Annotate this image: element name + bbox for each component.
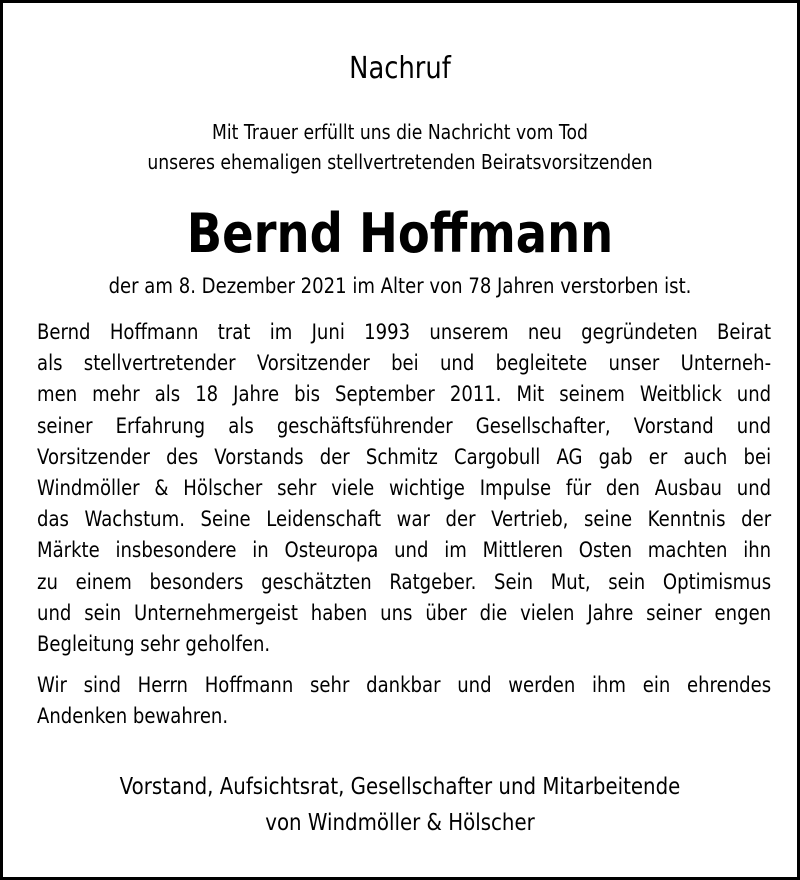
paragraph-line: Begleitung sehr geholfen.	[37, 632, 271, 657]
gratitude-paragraph	[37, 670, 771, 732]
signature-block	[59, 769, 742, 841]
intro-line: Mit Trauer erfüllt uns die Nachricht vom Tod	[212, 120, 588, 144]
paragraph-line: das Wachstum. Seine Leidenschaft war der Vertrieb, seine Kenntnis der	[37, 507, 772, 532]
deceased-name: Bernd Hoffmann	[186, 202, 614, 265]
notice-title: Nachruf	[349, 51, 451, 86]
paragraph-line: und sein Unternehmergeist haben uns über die vielen Jahre seiner engen	[37, 600, 772, 625]
paragraph-line: Wir sind Herrn Hoffmann sehr dankbar und werden ihm ein ehrendes	[37, 673, 772, 697]
paragraph-line: Vorsitzender des Vorstands der Schmitz Cargobull AG gab er auch bei	[37, 444, 772, 469]
paragraph-line: Märkte insbesondere in Osteuropa und im Mittleren Osten machten ihn	[37, 538, 772, 563]
paragraph-line: Andenken bewahren.	[37, 704, 229, 729]
paragraph-line: Bernd Hoffmann trat im Juni 1993 unserem neu gegründeten Beirat	[37, 320, 772, 344]
paragraph-line: men mehr als 18 Jahre bis September 2011. Mit seinem Weitblick und	[37, 382, 772, 407]
paragraph-line: seiner Erfahrung als geschäftsführender Gesellschafter, Vorstand und	[37, 413, 772, 438]
intro-line: unseres ehemaligen stellvertretenden Beiratsvorsitzenden	[147, 150, 653, 174]
paragraph-line: zu einem besonders geschätzten Ratgeber. Sein Mut, sein Optimismus	[37, 569, 772, 594]
paragraph-line: als stellvertretender Vorsitzender bei und begleitete unser Unterneh-	[37, 351, 772, 376]
signature-line: von Windmöller & Hölscher	[265, 810, 535, 836]
tribute-paragraph	[37, 317, 771, 660]
intro-text	[59, 117, 742, 177]
signature-line: Vorstand, Aufsichtsrat, Gesellschafter und Mitarbeitende	[119, 774, 681, 800]
paragraph-line: Windmöller & Hölscher sehr viele wichtige Impulse für den Ausbau und	[37, 476, 772, 501]
death-date-line: der am 8. Dezember 2021 im Alter von 78 Jahren verstorben ist.	[108, 274, 692, 298]
